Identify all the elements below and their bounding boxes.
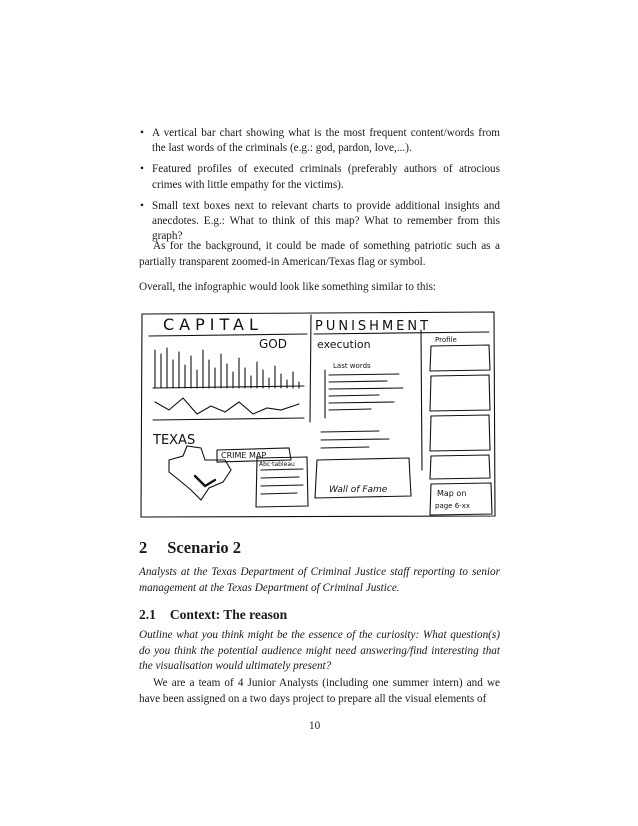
bullet-item: • A vertical bar chart showing what is the most frequent content/words from the last words of the criminals (e.g.: god, pardon, love,...).	[140, 127, 500, 155]
sketch-title-left: CAPITAL	[163, 315, 263, 334]
section-2-1-heading	[139, 607, 287, 623]
subsection-title: Context: The reason	[169, 607, 288, 622]
section-2-intro: Analysts at the Texas Department of Criminal Justice staff reporting to senior management at the Texas Department of Criminal Justice.	[139, 566, 500, 594]
bullet-item: • Small text boxes next to relevant charts to provide additional insights and anecdotes. E.g.: What to think of this map? What to remember from this graph?	[140, 199, 500, 243]
subsection-number: 2.1	[139, 607, 156, 622]
bullet-item: • Featured profiles of executed criminals (preferably authors of atrocious crimes with little empathy for the victims).	[140, 163, 500, 191]
paragraph-team: We are a team of 4 Junior Analysts (including one summer intern) and we have been assigned on a two days project to prepare all the visual elements of	[139, 677, 500, 705]
sketch-label-profile: Profile	[435, 336, 457, 344]
page-number: 10	[309, 720, 321, 732]
sketch-label-map-on: Map on	[437, 489, 467, 498]
sketch-label-texas: TEXAS	[153, 433, 196, 448]
sketch-label-crime-map: CRIME MAP	[221, 451, 267, 460]
section-title: Scenario 2	[167, 538, 242, 557]
sketch-label-last-words: Last words	[333, 362, 371, 370]
bullet-list	[140, 126, 500, 250]
paragraph-background: As for the background, it could be made of something patriotic such as a partially transparent zoomed-in American/Texas flag or symbol.	[139, 240, 500, 268]
sketch-label-abc: Abc·tableau	[259, 461, 295, 468]
sketch-label-wall: Wall of Fame	[329, 485, 388, 495]
section-number: 2	[139, 538, 148, 557]
sketch-title-right: PUNISHMENT	[315, 319, 432, 334]
paragraph-overall: Overall, the infographic would look like something similar to this:	[139, 281, 437, 293]
sketch-label-execution: execution	[317, 338, 371, 351]
bullet-icon: •	[140, 163, 144, 176]
sketch-label-page: page 6-xx	[435, 502, 470, 510]
bullet-icon: •	[140, 199, 144, 212]
section-2-1-intro: Outline what you think might be the essence of the curiosity: What question(s) do you think the potential audience might need answering/find interesting that the visualisation would ultimately present?	[139, 629, 500, 672]
infographic-sketch	[139, 310, 497, 520]
section-2-heading	[139, 538, 241, 558]
sketch-label-god: GOD	[259, 337, 287, 351]
bullet-icon: •	[140, 127, 144, 139]
